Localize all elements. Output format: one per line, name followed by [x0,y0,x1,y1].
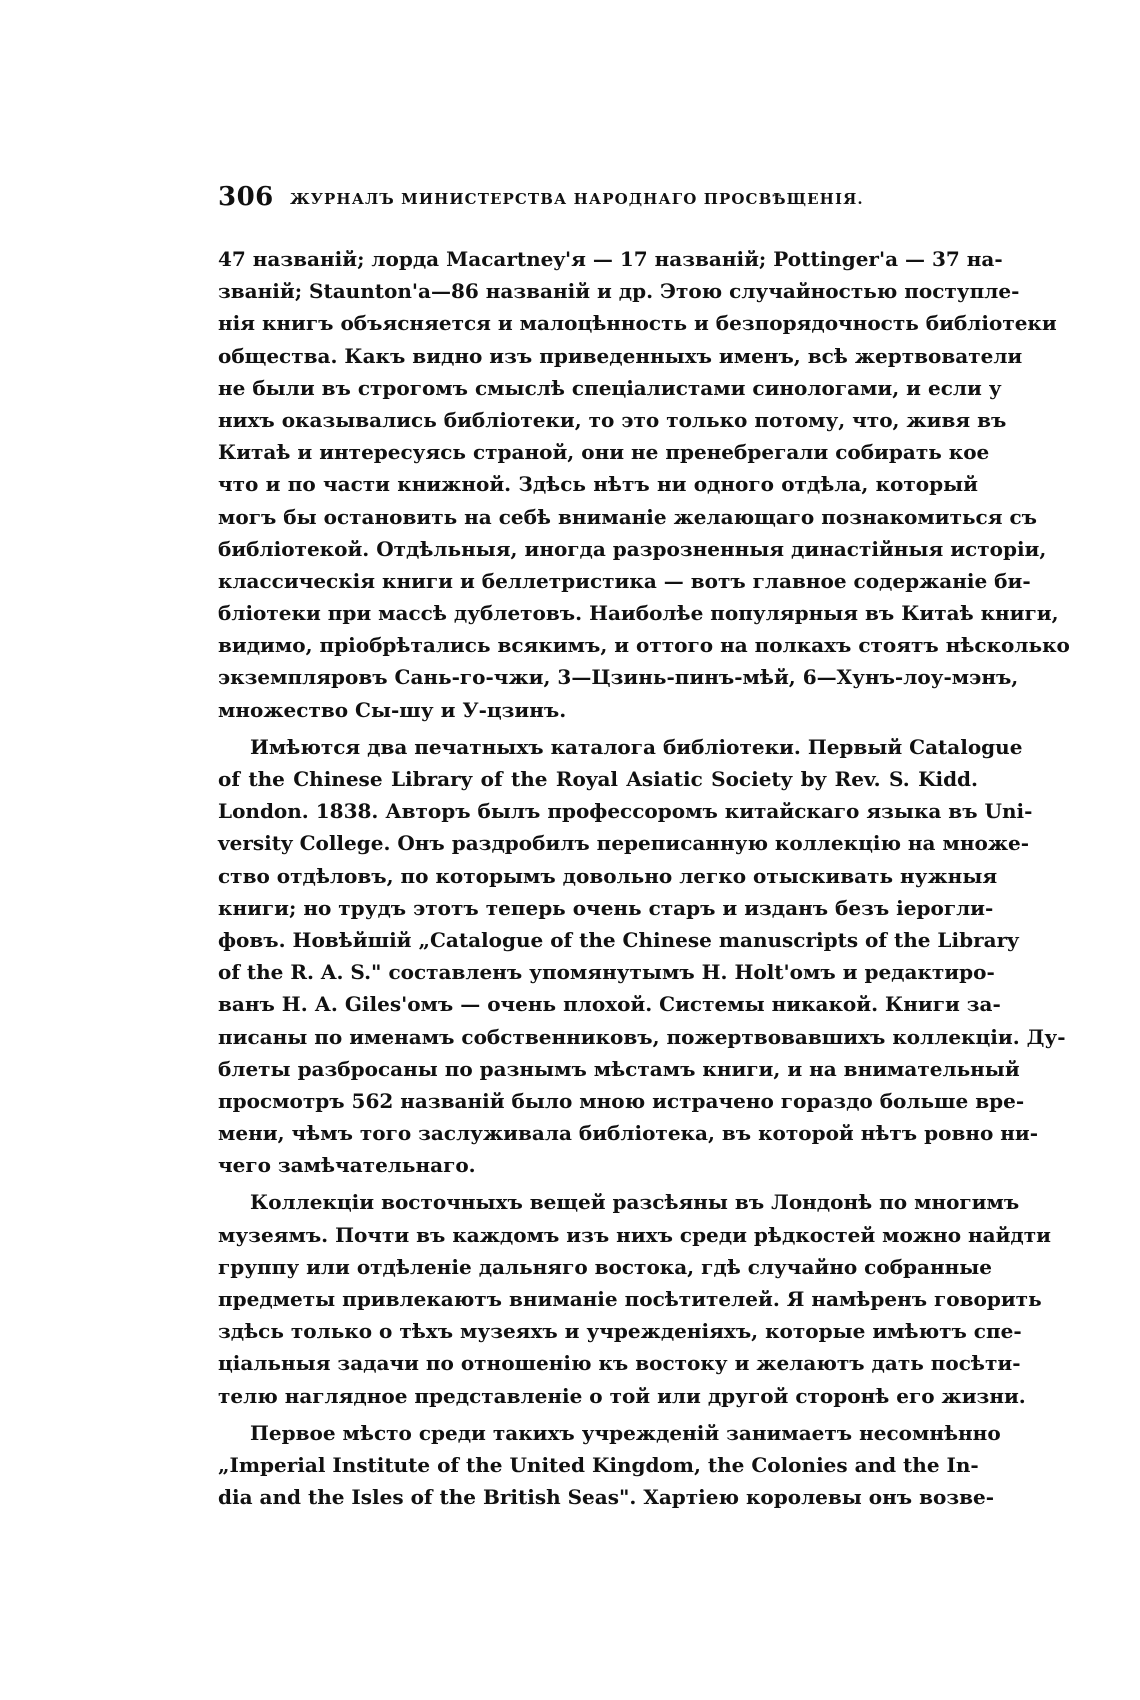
text-line: экземпляровъ Сань-го-чжи, 3—Цзинь-пинъ-мѣй, 6—Хунъ-лоу-мэнъ, [218,665,1019,690]
text-line: London. 1838. Авторъ былъ профессоромъ китайскаго языка въ Uni- [218,799,1033,824]
text-line: группу или отдѣленіе дальняго востока, гдѣ случайно собранные [218,1254,993,1279]
text-line: просмотръ 562 названій было мною истрачено гораздо больше вре- [218,1088,1025,1113]
text-line: Коллекціи восточныхъ вещей разсѣяны въ Лондонѣ по многимъ [250,1190,1020,1215]
text-line: of the R. A. S." составленъ упомянутымъ Н. Holt'омъ и редактиро- [218,960,995,985]
text-line: of the Chinese Library of the Royal Asiatic Society by Rev. S. Kidd. [218,767,978,791]
text-line: Первое мѣсто среди такихъ учрежденій занимаетъ несомнѣнно [250,1420,1001,1445]
text-line: фовъ. Новѣйшій „Catalogue of the Chinese manuscripts of the Library [218,927,1019,952]
text-line: общества. Какъ видно изъ приведенныхъ именъ, всѣ жертвователи [218,343,1023,368]
paragraph-1 [218,243,1070,726]
text-line: писаны по именамъ собственниковъ, пожертвовавшихъ коллекціи. Ду- [218,1024,1066,1049]
text-line: Имѣются два печатныхъ каталога библіотеки. Первый Catalogue [250,734,1023,759]
text-line: музеямъ. Почти въ каждомъ изъ нихъ среди рѣдкостей можно найдти [218,1222,1051,1247]
text-line: 47 названій; лорда Macartney'я — 17 названій; Pottinger'а — 37 на- [218,247,1003,271]
text-line: „Imperial Institute of the United Kingdom, the Colonies and the In- [218,1452,979,1477]
text-line: versity College. Онъ раздробилъ переписанную коллекцію на множе- [218,831,1030,856]
text-line: ство отдѣловъ, по которымъ довольно легко отыскивать нужныя [218,863,998,888]
text-line: предметы привлекаютъ вниманіе посѣтителей. Я намѣренъ говорить [218,1287,1042,1311]
text-line: здѣсь только о тѣхъ музеяхъ и учрежденіяхъ, которые имѣютъ спе- [218,1319,1022,1344]
text-line: dia and the Isles of the British Seas". Хартіею королевы онъ возве- [218,1485,995,1510]
text-line: нія книгъ объясняется и малоцѣнность и безпорядочность библіотеки [218,311,1057,336]
text-line: что и по части книжной. Здѣсь нѣтъ ни одного отдѣла, который [218,472,978,497]
text-line: чего замѣчательнаго. [218,1153,476,1178]
text-line: не были въ строгомъ смыслѣ спеціалистами синологами, и если у [218,375,1002,400]
text-line: блеты разбросаны по разнымъ мѣстамъ книги, и на внимательный [218,1056,1020,1081]
body-text [218,243,1070,1513]
text-line: мени, чѣмъ того заслуживала библіотека, въ которой нѣтъ ровно ни- [218,1121,1039,1146]
text-line: библіотекой. Отдѣльныя, иногда разрозненныя династійныя исторіи, [218,536,1047,561]
paragraph-3 [218,1186,1051,1411]
text-line: званій; Staunton'а—86 названій и др. Этою случайностью поступле- [218,279,1020,304]
text-line: телю наглядное представленіе о той или другой сторонѣ его жизни. [218,1383,1026,1408]
page-header [218,182,978,222]
text-line: книги; но трудъ этотъ теперь очень старъ и изданъ безъ іерогли- [218,895,994,920]
page-number: 306 [218,182,274,212]
paragraph-4 [218,1417,1001,1514]
paragraph-2 [218,731,1066,1182]
text-line: могъ бы остановить на себѣ вниманіе желающаго познакомиться съ [218,504,1037,529]
text-line: Китаѣ и интересуясь страной, они не пренебрегали собирать кое [218,440,990,465]
text-line: ванъ Н. А. Giles'омъ — очень плохой. Системы никакой. Книги за- [218,992,1001,1017]
text-line: видимо, пріобрѣтались всякимъ, и оттого на полкахъ стоятъ нѣсколько [218,633,1070,658]
text-line: бліотеки при массѣ дублетовъ. Наиболѣе популярныя въ Китаѣ книги, [218,601,1059,626]
text-line: классическія книги и беллетристика — вотъ главное содержаніе би- [218,568,1031,593]
text-line: множество Сы-шу и У-цзинъ. [218,697,567,722]
running-title: ЖУРНАЛЪ МИНИСТЕРСТВА НАРОДНАГО ПРОСВѢЩЕНІЯ. [290,190,864,208]
text-line: нихъ оказывались библіотеки, то это только потому, что, живя въ [218,407,1007,432]
text-line: ціальныя задачи по отношенію къ востоку и желаютъ дать посѣти- [218,1351,1021,1376]
